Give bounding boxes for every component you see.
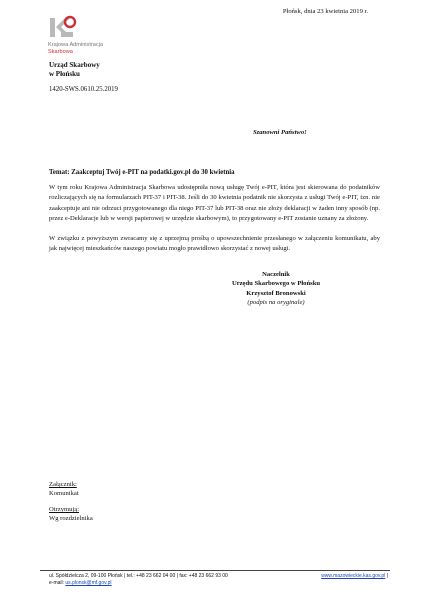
footer-website-suffix: | — [386, 573, 388, 579]
signature-block — [196, 270, 356, 308]
signature-office: Urzędu Skarbowego w Płońsku — [231, 280, 321, 288]
attachment-value: Komunikat — [49, 490, 79, 497]
footer-website-link[interactable]: www.mazowieckie.kas.gov.pl — [321, 573, 386, 579]
attachment-label: Załącznik: — [49, 481, 77, 488]
place-date: Płońsk, dnia 23 kwietnia 2019 r. — [282, 8, 368, 15]
office-line1: Urząd Skarbowy — [49, 61, 100, 69]
footer-email-link[interactable]: us.plonsk@mf.gov.pl — [65, 580, 112, 586]
recipients-value: Wg rozdzielnika — [49, 515, 93, 522]
footer-email-line — [49, 580, 112, 586]
recipients-label: Otrzymują: — [49, 506, 80, 513]
signature-name: Krzysztof Bronowski — [246, 289, 306, 297]
footer-email-label: e-mail: — [49, 580, 65, 586]
greeting: Szanowni Państwo! — [253, 129, 307, 136]
body-paragraph-2: W związku z powyższym zwracamy się z uprzejmą prośbą o upowszechnienie przesłanego w załączeniu komunikatu, aby jak najwięcej mieszkańców naszego powiatu mogło prawidłowo skorzystać z nowej usługi. — [49, 235, 380, 253]
reference-number: 1420-SWS.0610.25.2019 — [49, 86, 118, 93]
body-paragraph-1: W tym roku Krajowa Administracja Skarbowa udostępniła nową usługę Twój e-PIT, która jest skierowana do podatników rozliczających się na formularzach PIT-37 i PIT-38. Jeśli do 30 kwietnia podatnik nie skorzysta z usługi Twój e-PIT, tzn. nie zaakceptuje ani nie odrzuci przygotowanego dla niego PIT-37 lub PIT-38 oraz nie złoży deklaracji w żaden inny sposób (np. przez e-Deklaracje lub w wersji papierowej w urzędzie skarbowym), to przygotowany e-PIT zostanie uznany za złożony. — [49, 184, 380, 223]
footer-website-line — [321, 573, 388, 579]
office-name — [49, 61, 100, 79]
logo-text-line1: Krajowa Administracja — [48, 42, 104, 48]
footer-address: ul. Spółdzielcza 2, 09-100 Płońsk | tel.: +48 23 662 04 00 | fax: +48 23 662 93 00 — [49, 573, 228, 579]
logo-text-line2: Skarbowa — [48, 49, 73, 55]
footer-divider — [40, 570, 390, 571]
office-line2: w Płońsku — [49, 70, 80, 78]
kas-logo — [44, 12, 134, 62]
signature-note: (podpis na oryginale) — [247, 299, 305, 307]
subject-line: Temat: Zaakceptuj Twój e-PIT na podatki.gov.pl do 30 kwietnia — [49, 169, 235, 176]
signature-title: Naczelnik — [262, 271, 290, 278]
kas-emblem-icon — [47, 12, 77, 42]
